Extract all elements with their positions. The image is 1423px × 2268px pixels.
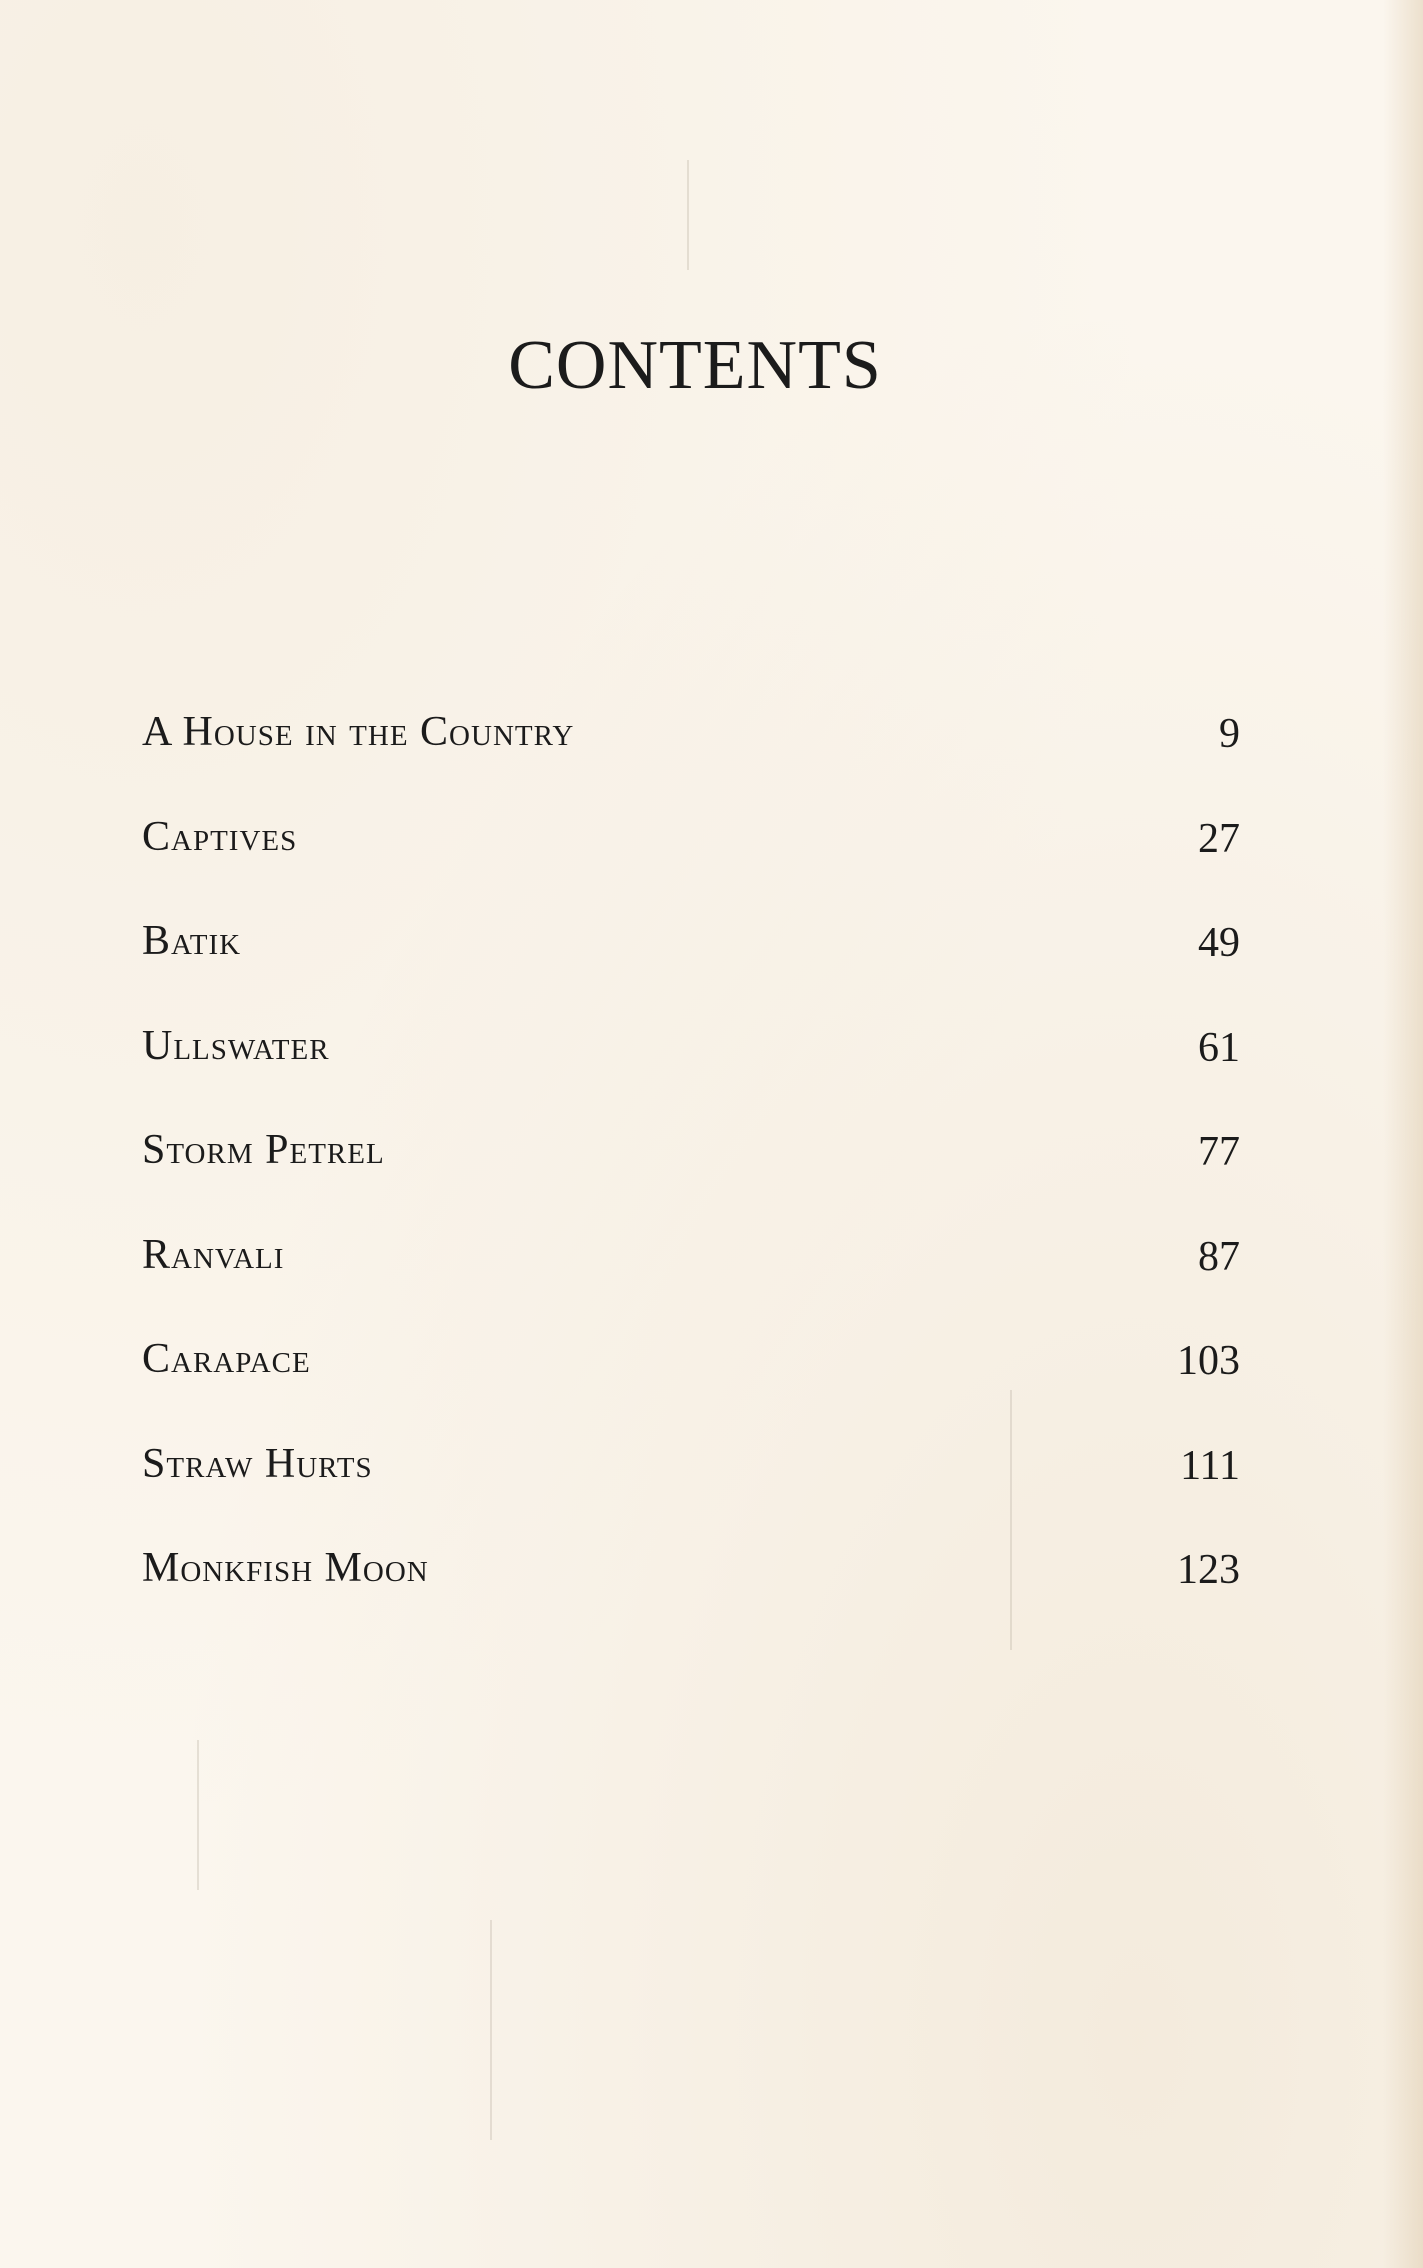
- toc-entry-page-number: 49: [1198, 920, 1240, 966]
- toc-entry-title: Batik: [142, 918, 242, 964]
- toc-entry[interactable]: [142, 1335, 1240, 1440]
- toc-entry-page-number: 27: [1198, 815, 1240, 862]
- toc-entry-title: Carapace: [142, 1336, 311, 1382]
- toc-entry[interactable]: [142, 813, 1240, 918]
- toc-entry[interactable]: [142, 1231, 1240, 1336]
- toc-entry-page-number: 61: [1198, 1024, 1240, 1071]
- toc-entry-title: Monkfish Moon: [142, 1545, 429, 1591]
- toc-entry[interactable]: [142, 1544, 1240, 1649]
- toc-entry[interactable]: [142, 917, 1240, 1022]
- toc-entry[interactable]: [142, 1126, 1240, 1231]
- toc-entry[interactable]: [142, 1440, 1240, 1545]
- paper-crease: [197, 1740, 199, 1890]
- toc-entry-title: A House in the Country: [142, 709, 575, 755]
- toc-entry-page-number: 103: [1177, 1338, 1240, 1384]
- toc-entry-title: Ranvali: [142, 1231, 285, 1278]
- paper-crease: [490, 1920, 492, 2140]
- toc-entry-page-number: 77: [1198, 1129, 1240, 1175]
- toc-entry-page-number: 111: [1180, 1442, 1240, 1489]
- toc-entry[interactable]: [142, 708, 1240, 813]
- page-title: CONTENTS: [508, 327, 882, 404]
- toc-entry-title: Straw Hurts: [142, 1440, 373, 1487]
- toc-entry-title: Ullswater: [142, 1022, 330, 1069]
- toc-entry-page-number: 87: [1198, 1233, 1240, 1280]
- paper-crease: [687, 160, 689, 270]
- toc-entry-page-number: 9: [1219, 711, 1240, 757]
- toc-entry[interactable]: [142, 1022, 1240, 1127]
- table-of-contents: [142, 708, 1240, 1649]
- toc-entry-page-number: 123: [1177, 1547, 1240, 1593]
- toc-entry-title: Captives: [142, 813, 298, 860]
- toc-entry-title: Storm Petrel: [142, 1127, 385, 1173]
